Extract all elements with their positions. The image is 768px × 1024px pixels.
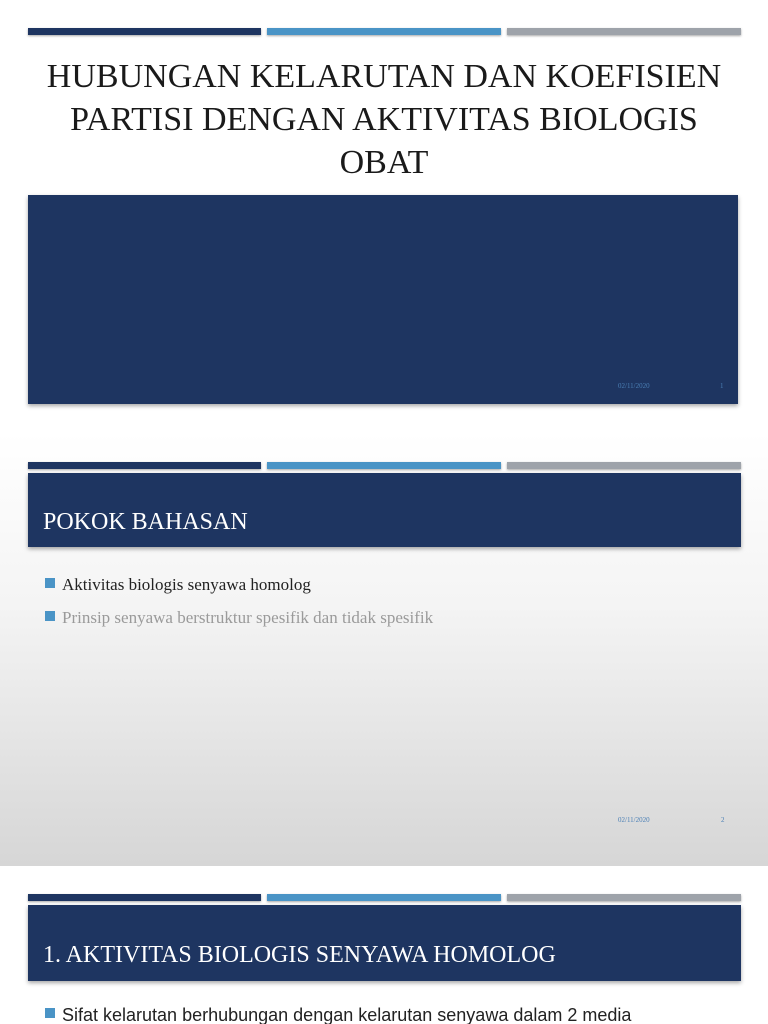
bullet-text: Aktivitas biologis senyawa homolog bbox=[62, 575, 311, 594]
accent-bar-gray bbox=[507, 462, 741, 469]
accent-bar-navy bbox=[28, 28, 261, 35]
bullet-list bbox=[45, 575, 433, 641]
square-bullet-icon bbox=[45, 578, 55, 588]
accent-bar-blue bbox=[267, 894, 501, 901]
accent-bars bbox=[28, 28, 741, 35]
section-banner bbox=[28, 905, 741, 981]
accent-bars bbox=[28, 462, 741, 469]
slide-title: HUBUNGAN KELARUTAN DAN KOEFISIEN PARTISI DENGAN AKTIVITAS BIOLOGIS OBAT bbox=[46, 58, 722, 181]
section-title: POKOK BAHASAN bbox=[43, 509, 248, 535]
slide-number: 1 bbox=[720, 382, 724, 390]
section-banner bbox=[28, 473, 741, 547]
square-bullet-icon bbox=[45, 611, 55, 621]
square-bullet-icon bbox=[45, 1008, 55, 1018]
accent-bar-blue bbox=[267, 462, 501, 469]
title-panel bbox=[28, 195, 738, 404]
bullet-list bbox=[45, 1005, 631, 1024]
slide-date: 02/11/2020 bbox=[618, 816, 650, 824]
accent-bar-navy bbox=[28, 462, 261, 469]
slide-2 bbox=[0, 432, 768, 866]
section-title: 1. AKTIVITAS BIOLOGIS SENYAWA HOMOLOG bbox=[43, 942, 556, 968]
slide-3 bbox=[0, 866, 768, 1024]
accent-bars bbox=[28, 894, 741, 901]
list-item bbox=[45, 608, 433, 628]
slide-date: 02/11/2020 bbox=[618, 382, 650, 390]
slide-1 bbox=[0, 0, 768, 432]
accent-bar-blue bbox=[267, 28, 501, 35]
accent-bar-gray bbox=[507, 894, 741, 901]
accent-bar-gray bbox=[507, 28, 741, 35]
list-item bbox=[45, 1005, 631, 1024]
slide-number: 2 bbox=[721, 816, 725, 824]
bullet-text: Prinsip senyawa berstruktur spesifik dan tidak spesifik bbox=[62, 608, 434, 627]
accent-bar-navy bbox=[28, 894, 261, 901]
list-item bbox=[45, 575, 433, 595]
bullet-text: Sifat kelarutan berhubungan dengan kelarutan senyawa dalam 2 media bbox=[62, 1005, 632, 1024]
